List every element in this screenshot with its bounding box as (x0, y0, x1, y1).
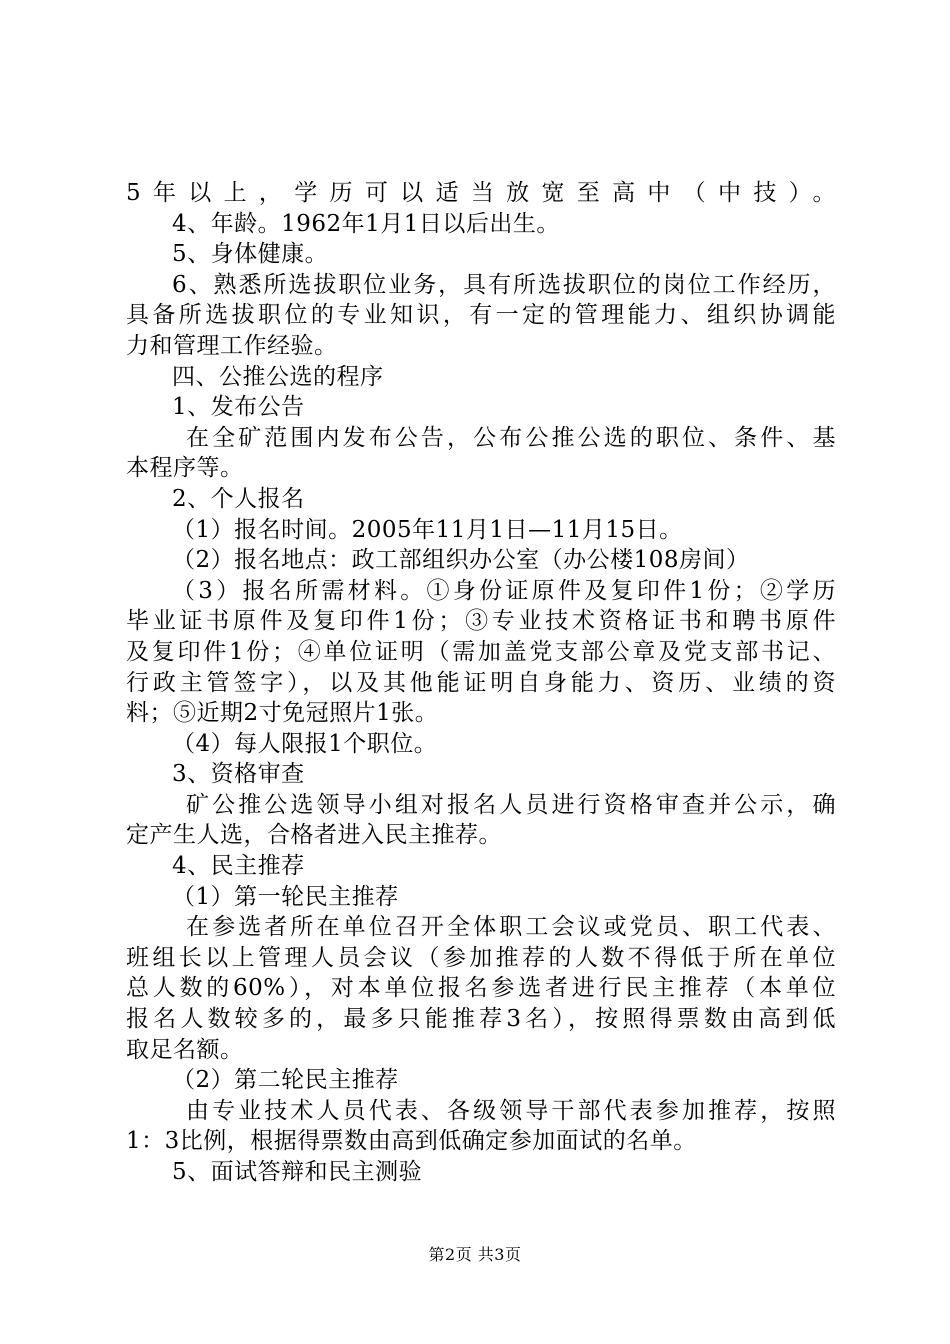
text-line: （4）每人限报1个职位。 (172, 730, 438, 757)
text-line: 及复印件1份；④单位证明（需加盖党支部公章及党支部书记、 (126, 638, 836, 665)
text-line: 在全矿范围内发布公告，公布公推公选的职位、条件、基 (186, 424, 836, 451)
document-body (126, 178, 836, 1188)
text-line: 5年以上，学历可以适当放宽至高中（中技）。 (126, 180, 836, 206)
text-line: 班组长以上管理人员会议（参加推荐的人数不得低于所在单位 (126, 944, 836, 971)
text-line: 毕业证书原件及复印件1份；③专业技术资格证书和聘书原件 (126, 608, 836, 635)
section-heading: 四、公推公选的程序 (172, 363, 384, 390)
page-footer: 第2页 共3页 (428, 1245, 522, 1264)
text-line: 6、熟悉所选拔职位业务，具有所选拔职位的岗位工作经历， (172, 271, 836, 298)
subsection-heading: 3、资格审查 (172, 761, 305, 788)
text-line: 5、身体健康。 (172, 241, 329, 268)
text-line: （1）第一轮民主推荐 (172, 883, 399, 910)
text-line: 具备所选拔职位的专业知识，有一定的管理能力、组织协调能 (126, 302, 836, 329)
subsection-heading: 2、个人报名 (172, 485, 305, 512)
text-line: 在参选者所在单位召开全体职工会议或党员、职工代表、 (186, 914, 836, 941)
text-line: （1）报名时间。2005年11月1日—11月15日。 (172, 516, 683, 543)
text-line: 矿公推公选领导小组对报名人员进行资格审查并公示，确 (186, 791, 836, 818)
text-line: 总人数的60%），对本单位报名参选者进行民主推荐（本单位 (126, 975, 836, 1002)
text-line: 料；⑤近期2寸免冠照片1张。 (126, 700, 439, 727)
text-line: （2）第二轮民主推荐 (172, 1067, 399, 1094)
text-line: 力和管理工作经验。 (126, 332, 338, 359)
text-line: 报名人数较多的，最多只能推荐3名），按照得票数由高到低 (126, 1006, 836, 1033)
text-line: （3）报名所需材料。①身份证原件及复印件1份；②学历 (172, 577, 836, 604)
subsection-heading: 5、面试答辩和民主测验 (172, 1159, 423, 1185)
text-line: （2）报名地点：政工部组织办公室（办公楼108房间） (172, 547, 750, 574)
text-line: 由专业技术人员代表、各级领导干部代表参加推荐，按照 (186, 1097, 836, 1124)
text-line: 4、年龄。1962年1月1日以后出生。 (172, 210, 560, 237)
text-line: 定产生人选，合格者进入民主推荐。 (126, 822, 502, 849)
text-line: 取足名额。 (126, 1036, 244, 1063)
subsection-heading: 1、发布公告 (172, 394, 305, 421)
text-line: 1：3比例，根据得票数由高到低确定参加面试的名单。 (126, 1128, 697, 1155)
subsection-heading: 4、民主推荐 (172, 853, 305, 880)
text-line: 本程序等。 (126, 455, 244, 482)
text-line: 行政主管签字），以及其他能证明自身能力、资历、业绩的资 (126, 669, 836, 696)
